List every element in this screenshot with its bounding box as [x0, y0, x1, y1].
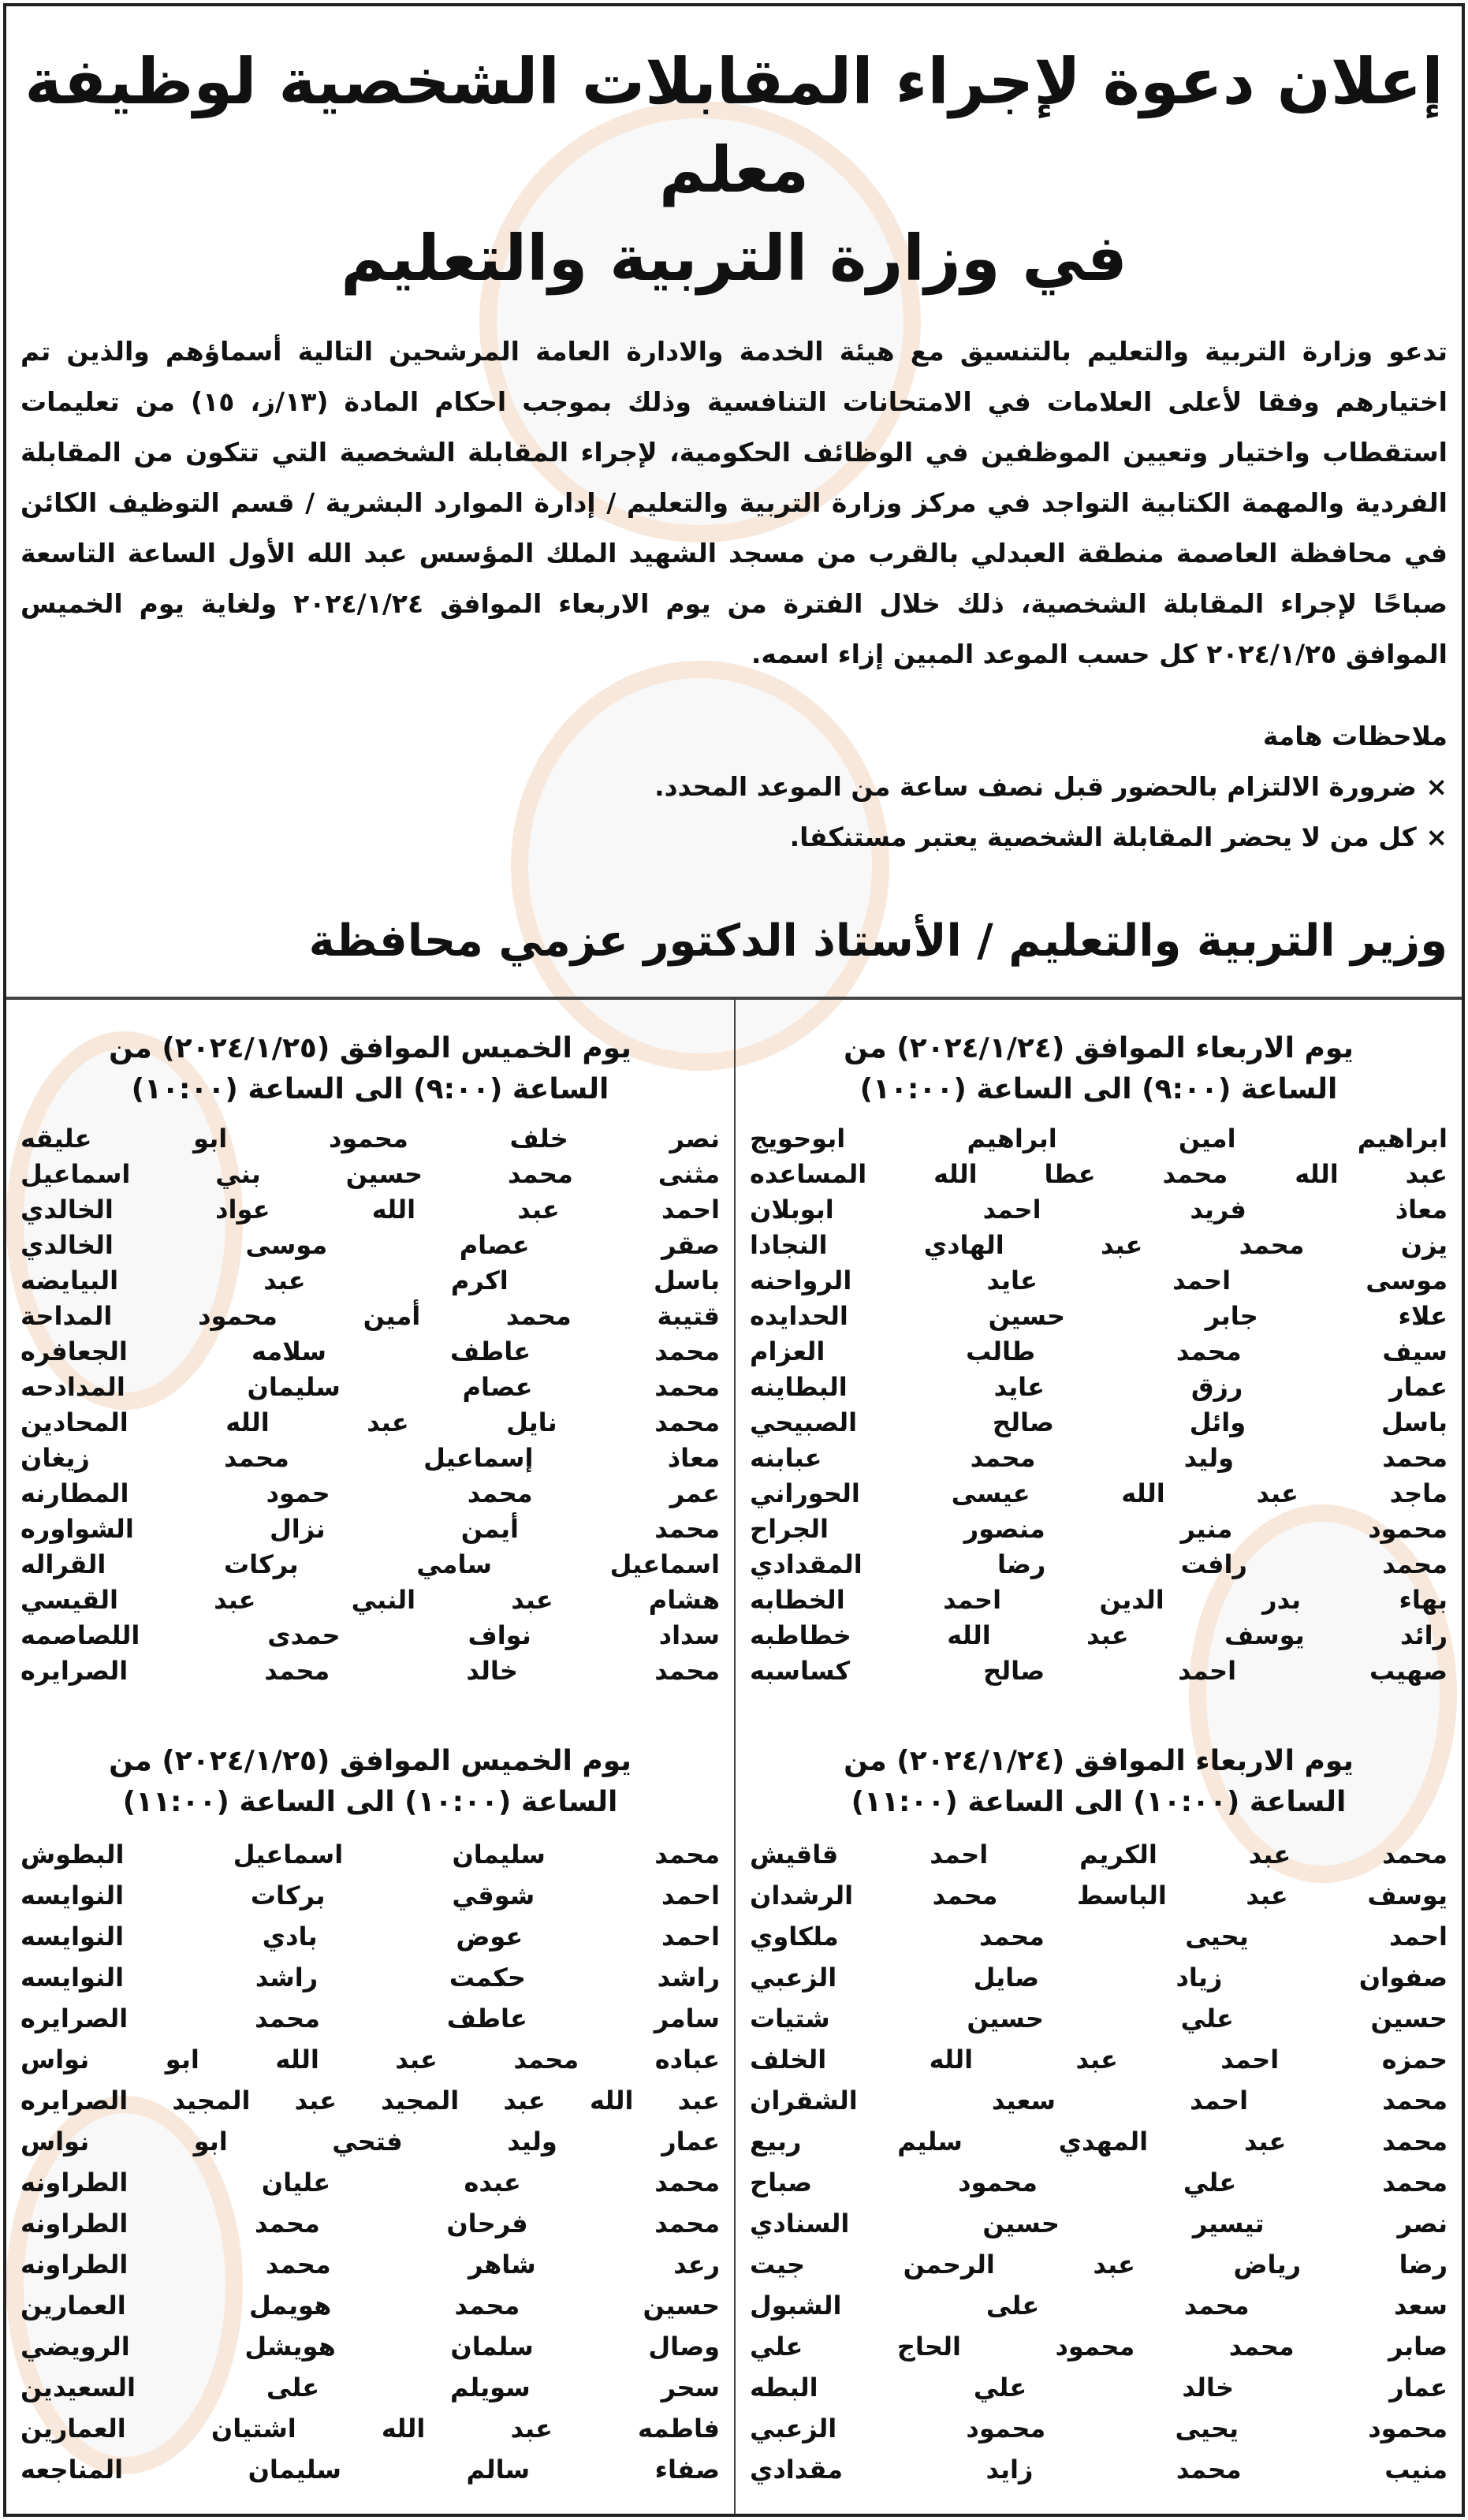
candidate-name: منيب محمد زايد مقدادي [750, 2455, 1448, 2485]
group-time: الساعة (٩:٠٠) الى الساعة (١٠:٠٠) [131, 1073, 609, 1105]
candidate-name: صابر محمد محمود الحاج علي [750, 2332, 1448, 2362]
candidate-name: حسين محمد هويمل العمارين [20, 2291, 720, 2321]
candidate-name: محمد خالد محمد الصرايره [20, 1656, 720, 1686]
notes-section [20, 711, 1448, 863]
group-time: الساعة (٩:٠٠) الى الساعة (١٠:٠٠) [859, 1073, 1338, 1105]
candidate-name: سعد محمد على الشبول [750, 2291, 1448, 2321]
group-thu-10-11 [6, 1713, 734, 2514]
minister-signature: وزير التربية والتعليم / الأستاذ الدكتور عزمي محافظة [308, 915, 1448, 967]
candidate-name: معاذ إسماعيل محمد زيغان [20, 1443, 720, 1473]
candidate-name: محمد نايل عبد الله المحادين [20, 1407, 720, 1437]
candidate-list [750, 1834, 1448, 2490]
candidate-name: عبد الله محمد عطا الله المساعده [750, 1159, 1448, 1189]
candidate-name: باسل اكرم عبد البيايضه [20, 1266, 720, 1295]
candidate-name: راشد حكمت راشد النوايسه [20, 1963, 720, 1993]
candidate-name: موسى احمد عايد الرواحنه [750, 1266, 1448, 1295]
group-wed-9-10 [734, 1000, 1462, 1713]
candidate-name: محمد أيمن نزال الشواوره [20, 1514, 720, 1544]
candidate-name: احمد عوض بادي النوايسه [20, 1922, 720, 1952]
group-header: يوم الاربعاء الموافق (٢٠٢٤/١/٢٤) من [844, 1745, 1354, 1777]
candidate-name: احمد شوقي بركات النوايسه [20, 1881, 720, 1911]
candidate-name: محمد عبده عليان الطراونه [20, 2168, 720, 2198]
candidate-name: يزن محمد عبد الهادي النجادا [750, 1230, 1448, 1260]
candidate-name: عباده محمد عبد الله ابو نواس [20, 2045, 720, 2075]
candidate-name: صفوان زياد صايل الزعبي [750, 1963, 1448, 1993]
candidate-name: محمد عبد المهدي سليم ربيع [750, 2127, 1448, 2157]
candidate-name: صقر عصام موسى الخالدي [20, 1230, 720, 1260]
notes-heading: ملاحظات هامة [1262, 721, 1448, 751]
group-time: الساعة (١٠:٠٠) الى الساعة (١١:٠٠) [851, 1786, 1347, 1818]
candidate-name: سامر عاطف محمد الصرايره [20, 2004, 720, 2034]
candidate-name: نصر خلف محمود ابو عليقه [20, 1124, 720, 1154]
candidate-name: حمزه احمد عبد الله الخلف [750, 2045, 1448, 2075]
candidate-name: رعد شاهر محمد الطراونه [20, 2250, 720, 2280]
group-wed-10-11 [734, 1713, 1462, 2514]
note-item: × ضرورة الالتزام بالحضور قبل نصف ساعة من الموعد المحدد. [654, 771, 1448, 802]
candidate-name: بهاء بدر الدين احمد الخطابه [750, 1585, 1448, 1615]
candidate-name: سداد نواف حمدى اللصاصمه [20, 1620, 720, 1650]
candidate-name: سيف محمد طالب العزام [750, 1336, 1448, 1366]
announcement-body: تدعو وزارة التربية والتعليم بالتنسيق مع هيئة الخدمة والادارة العامة المرشحين التالية أسماؤهم والذين تم اختيارهم وفقا لأعلى العلامات في الامتحانات التنافسية وذلك بموجب احكام المادة (١٣/ز، ١٥) من تعليمات استقطاب واختيار وتعيين الموظفين في الوظائف الحكومية، لإجراء المقابلة الشخصية التي تتكون من المقابلة الفردية والمهمة الكتابية التواجد في مركز وزارة التربية والتعليم / إدارة الموارد البشرية / قسم التوظيف الكائن في محافظة العاصمة منطقة العبدلي بالقرب من مسجد الشهيد الملك المؤسس عبد الله الأول الساعة التاسعة صباحًا لإجراء المقابلة الشخصية، ذلك خلال الفترة من يوم الاربعاء الموافق ٢٠٢٤/١/٢٤ ولغاية يوم الخميس الموافق ٢٠٢٤/١/٢٥ كل حسب الموعد المبين إزاء اسمه. [20, 336, 1448, 669]
candidate-name: فاطمه عبد الله اشتيان العمارين [20, 2414, 720, 2444]
candidate-name: محمد رافت رضا المقدادي [750, 1549, 1448, 1579]
announcement-frame [3, 3, 1465, 2517]
candidate-name: محمد عصام سليمان المدادحه [20, 1372, 720, 1402]
candidate-name: محمد عاطف سلامه الجعافره [20, 1336, 720, 1366]
candidate-name: محمد عبد الكريم احمد قاقيش [750, 1840, 1448, 1869]
candidate-name: محمد سليمان اسماعيل البطوش [20, 1840, 720, 1869]
group-header: يوم الخميس الموافق (٢٠٢٤/١/٢٥) من [109, 1745, 632, 1777]
candidate-name: عبد الله عبد المجيد عبد المجيد الصرايره [20, 2086, 720, 2116]
announcement-title: إعلان دعوة لإجراء المقابلات الشخصية لوظيفة معلم [24, 45, 1444, 207]
note-item: × كل من لا يحضر المقابلة الشخصية يعتبر مستنكفا. [789, 822, 1448, 852]
candidate-name: هشام عبد النبي عبد القيسي [20, 1585, 720, 1615]
candidate-name: ماجد عبد الله عيسى الحوراني [750, 1478, 1448, 1508]
candidate-name: احمد عبد الله عواد الخالدي [20, 1195, 720, 1225]
group-header: يوم الاربعاء الموافق (٢٠٢٤/١/٢٤) من [844, 1032, 1354, 1064]
candidate-list [20, 1121, 720, 1689]
candidate-name: عمار رزق عايد البطاينه [750, 1372, 1448, 1402]
candidate-list [750, 1121, 1448, 1689]
candidate-name: عمار خالد علي البطه [750, 2373, 1448, 2403]
candidate-name: وصال سلمان هويشل الرويضي [20, 2332, 720, 2362]
candidate-name: احمد يحيى محمد ملكاوي [750, 1922, 1448, 1952]
group-thu-9-10 [6, 1000, 734, 1713]
schedule-grid [6, 997, 1462, 2514]
announcement-subtitle: في وزارة التربية والتعليم [341, 222, 1127, 295]
candidate-name: محمود يحيى محمود الزعبي [750, 2414, 1448, 2444]
candidate-name: يوسف عبد الباسط محمد الرشدان [750, 1881, 1448, 1911]
candidate-name: حسين علي حسين شتيات [750, 2004, 1448, 2034]
candidate-name: رائد يوسف عبد الله خطاطبه [750, 1620, 1448, 1650]
announcement-header [6, 6, 1462, 997]
candidate-name: اسماعيل سامي بركات القراله [20, 1549, 720, 1579]
candidate-name: ابراهيم امين ابراهيم ابوحويج [750, 1124, 1448, 1154]
candidate-name: محمد علي محمود صباح [750, 2168, 1448, 2198]
candidate-name: محمد فرحان محمد الطراونه [20, 2209, 720, 2239]
candidate-name: نصر تيسير حسين السنادي [750, 2209, 1448, 2239]
candidate-name: علاء جابر حسين الحدايده [750, 1301, 1448, 1331]
candidate-name: محمود منير منصور الجراح [750, 1514, 1448, 1544]
group-header: يوم الخميس الموافق (٢٠٢٤/١/٢٥) من [109, 1032, 632, 1064]
group-time: الساعة (١٠:٠٠) الى الساعة (١١:٠٠) [122, 1786, 618, 1818]
candidate-name: مثنى محمد حسين بني اسماعيل [20, 1159, 720, 1189]
candidate-name: قتيبة محمد أمين محمود المداحة [20, 1301, 720, 1331]
candidate-name: محمد وليد محمد عبابنه [750, 1443, 1448, 1473]
candidate-name: محمد احمد سعيد الشقران [750, 2086, 1448, 2116]
candidate-name: صهيب احمد صالح كساسبه [750, 1656, 1448, 1686]
candidate-list [20, 1834, 720, 2490]
candidate-name: معاذ فريد احمد ابوبلان [750, 1195, 1448, 1225]
candidate-name: سحر سويلم على السعيدين [20, 2373, 720, 2403]
candidate-name: صفاء سالم سليمان المناجعه [20, 2455, 720, 2485]
candidate-name: عمر محمد حمود المطارنه [20, 1478, 720, 1508]
candidate-name: عمار وليد فتحي ابو نواس [20, 2127, 720, 2157]
candidate-name: باسل وائل صالح الصبيحي [750, 1407, 1448, 1437]
candidate-name: رضا رياض عبد الرحمن جيت [750, 2250, 1448, 2280]
